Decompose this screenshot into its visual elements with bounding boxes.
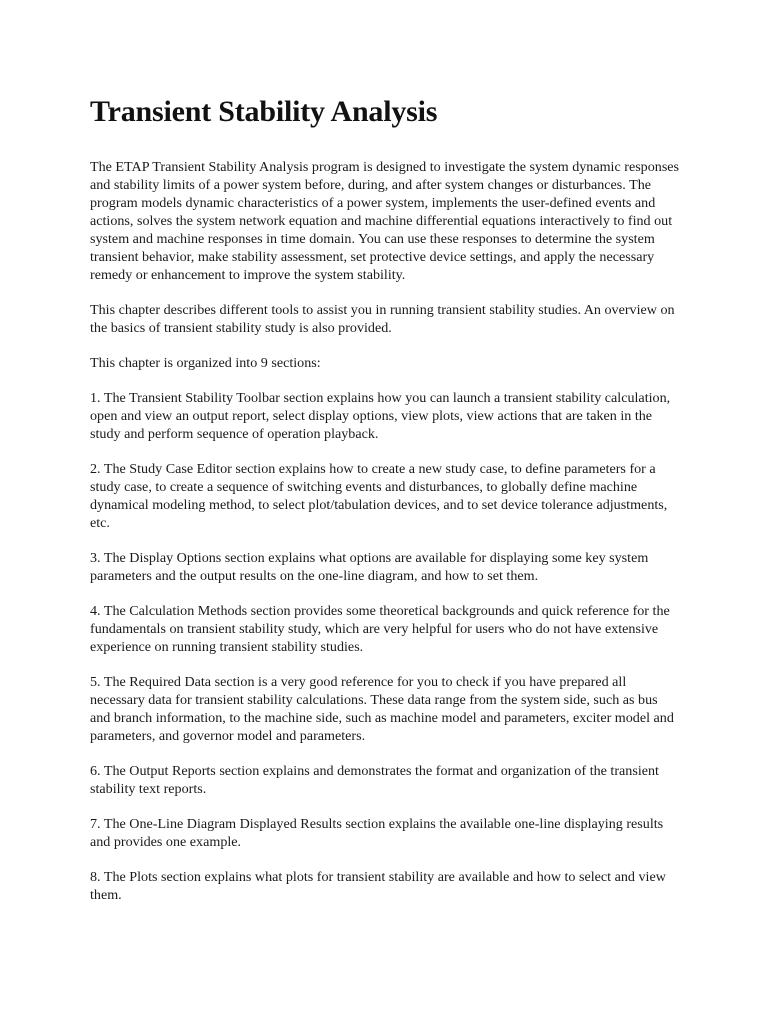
section-item-8: 8. The Plots section explains what plots for transient stability are available and how to select and view them. <box>90 869 666 903</box>
section-item-1: 1. The Transient Stability Toolbar section explains how you can launch a transient stability calculation, open and view an output report, select display options, view plots, view actions that are taken in the study and perform sequence of operation playback. <box>90 390 671 442</box>
document-title: Transient Stability Analysis <box>90 95 438 128</box>
section-item-4: 4. The Calculation Methods section provides some theoretical backgrounds and quick reference for the fundamentals on transient stability study, which are very helpful for users who do not have extensive experience on running transient stability studies. <box>90 603 670 655</box>
intro-paragraph: The ETAP Transient Stability Analysis program is designed to investigate the system dynamic responses and stability limits of a power system before, during, and after system changes or disturbances. The program models dynamic characteristics of a power system, implements the user-defined events and actions, solves the system network equation and machine differential equations interactively to find out system and machine responses in time domain. You can use these responses to determine the system transient behavior, make stability assessment, set protective device settings, and apply the necessary remedy or enhancement to improve the system stability. <box>90 159 680 283</box>
chapter-overview-paragraph: This chapter describes different tools to assist you in running transient stability studies. An overview on the basics of transient stability study is also provided. <box>90 302 675 336</box>
sections-intro-paragraph: This chapter is organized into 9 sections: <box>90 355 321 371</box>
section-item-2: 2. The Study Case Editor section explains how to create a new study case, to define parameters for a study case, to create a sequence of switching events and disturbances, to globally define machine dynamical modeling method, to select plot/tabulation devices, and to set device tolerance adjustments, etc. <box>90 461 668 531</box>
section-item-6: 6. The Output Reports section explains and demonstrates the format and organization of the transient stability text reports. <box>90 763 659 797</box>
section-item-3: 3. The Display Options section explains what options are available for displaying some key system parameters and the output results on the one-line diagram, and how to set them. <box>90 550 649 584</box>
section-item-7: 7. The One-Line Diagram Displayed Results section explains the available one-line displaying results and provides one example. <box>90 816 664 850</box>
document-page <box>90 90 680 921</box>
section-item-5: 5. The Required Data section is a very good reference for you to check if you have prepared all necessary data for transient stability calculations. These data range from the system side, such as bus and branch information, to the machine side, such as machine model and parameters, exciter model and parameters, and governor model and parameters. <box>90 674 674 744</box>
